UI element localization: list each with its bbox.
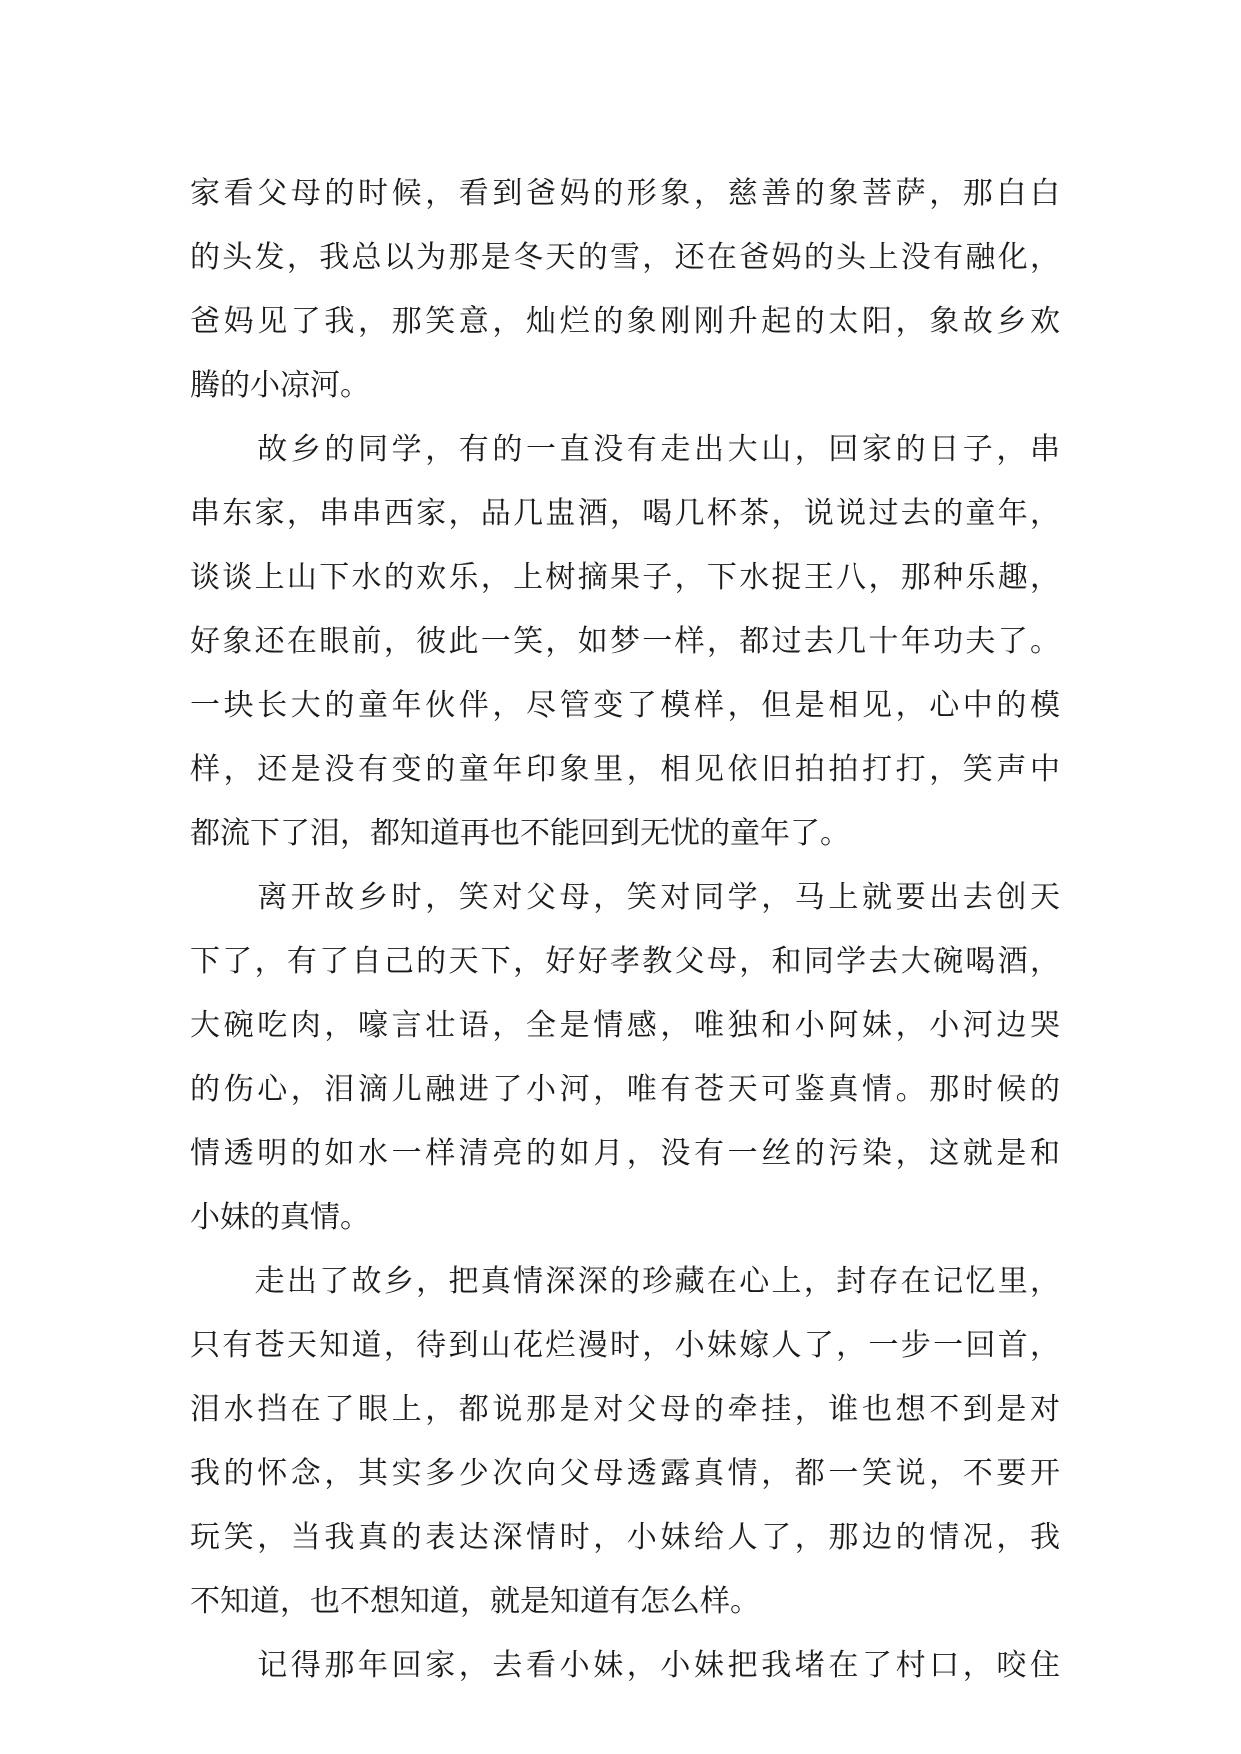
text-line: 样，还是没有变的童年印象里，相见依旧拍拍打打，笑声中 [190, 752, 1060, 787]
text-line: 的伤心，泪滴儿融进了小河，唯有苍天可鉴真情。那时候的 [190, 1072, 1060, 1107]
text-line: 记得那年回家，去看小妹，小妹把我堵在了村口，咬住 [190, 1648, 1060, 1683]
text-line: 小妹的真情。 [190, 1200, 370, 1235]
text-line: 玩笑，当我真的表达深情时，小妹给人了，那边的情况，我 [190, 1520, 1060, 1555]
text-line: 好象还在眼前，彼此一笑，如梦一样，都过去几十年功夫了。 [190, 624, 1060, 659]
text-line: 大碗吃肉，嚎言壮语，全是情感，唯独和小阿妹，小河边哭 [190, 1008, 1060, 1043]
text-line: 不知道，也不想知道，就是知道有怎么样。 [190, 1584, 760, 1619]
text-line: 家看父母的时候，看到爸妈的形象，慈善的象菩萨，那白白 [190, 176, 1060, 211]
text-line: 离开故乡时，笑对父母，笑对同学，马上就要出去创天 [190, 880, 1060, 915]
text-line: 下了，有了自己的天下，好好孝教父母，和同学去大碗喝酒， [190, 944, 1060, 979]
text-line: 一块长大的童年伙伴，尽管变了模样，但是相见，心中的模 [190, 688, 1060, 723]
text-line: 泪水挡在了眼上，都说那是对父母的牵挂，谁也想不到是对 [190, 1392, 1060, 1427]
body-text [190, 162, 1060, 1698]
text-line: 谈谈上山下水的欢乐，上树摘果子，下水捉王八，那种乐趣， [190, 560, 1060, 595]
text-line: 我的怀念，其实多少次向父母透露真情，都一笑说，不要开 [190, 1456, 1060, 1491]
text-line: 的头发，我总以为那是冬天的雪，还在爸妈的头上没有融化， [190, 240, 1060, 275]
text-line: 情透明的如水一样清亮的如月，没有一丝的污染，这就是和 [190, 1136, 1060, 1171]
text-line: 都流下了泪，都知道再也不能回到无忧的童年了。 [190, 816, 850, 851]
text-line: 只有苍天知道，待到山花烂漫时，小妹嫁人了，一步一回首， [190, 1328, 1060, 1363]
text-line: 串东家，串串西家，品几盅酒，喝几杯茶，说说过去的童年， [190, 496, 1060, 531]
text-line: 爸妈见了我，那笑意，灿烂的象刚刚升起的太阳，象故乡欢 [190, 304, 1060, 339]
text-line: 故乡的同学，有的一直没有走出大山，回家的日子，串 [190, 432, 1060, 467]
text-line: 走出了故乡，把真情深深的珍藏在心上，封存在记忆里， [190, 1264, 1060, 1299]
text-line: 腾的小凉河。 [190, 368, 370, 403]
